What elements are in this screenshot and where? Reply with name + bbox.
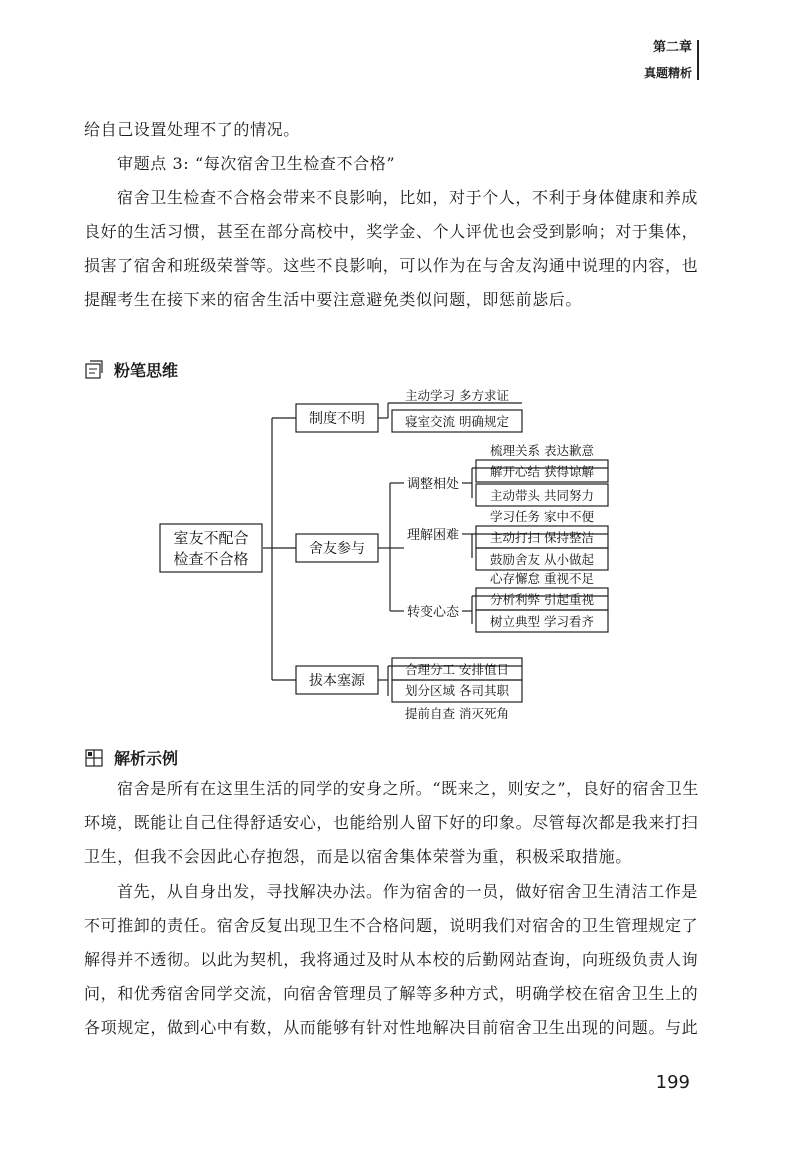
text-line: 给自己设置处理不了的情况。	[84, 120, 300, 139]
leaf-node: 树立典型 学习看齐	[490, 614, 594, 629]
leaf-node: 寝室交流 明确规定	[405, 414, 509, 429]
leaf-node: 主动学习 多方求证	[405, 388, 509, 403]
leaf-node: 划分区域 各司其职	[405, 683, 509, 698]
leaf-node: 主动带头 共同努力	[490, 488, 594, 503]
chapter-label: 第二章	[652, 40, 692, 55]
section-heading-mindmap	[84, 358, 178, 381]
grid-icon	[84, 748, 104, 768]
leaf-node: 分析利弊 引起重视	[490, 592, 594, 607]
paragraph: 宿舍是所有在这里生活的同学的安身之所。“既来之，则安之”，良好的宿舍卫生环境，既能让自己住得舒适安心，也能给别人留下好的印象。尽管每次都是我来打扫卫生，但我不会因此心存抱怨，而是以宿舍集体荣誉为重，积极采取措施。	[84, 779, 699, 866]
section-title: 粉笔思维	[114, 361, 179, 380]
chapter-subtitle: 真题精析	[643, 66, 692, 80]
sub-node: 调整相处	[406, 477, 460, 492]
sub-node: 转变心态	[406, 605, 460, 620]
leaf-node: 心存懈怠 重视不足	[490, 571, 594, 586]
leaf-node: 解开心结 获得谅解	[490, 464, 594, 479]
point-title: 审题点 3: “每次宿舍卫生检查不合格”	[117, 154, 396, 173]
sub-node: 理解困难	[406, 528, 460, 543]
leaf-node: 合理分工 安排值日	[405, 662, 509, 677]
section-title: 解析示例	[114, 749, 179, 768]
branch-node: 舍友参与	[309, 541, 365, 557]
leaf-node: 提前自查 消灭死角	[405, 706, 509, 720]
branch-node: 制度不明	[309, 411, 365, 427]
section-heading-analysis	[84, 746, 178, 769]
leaf-node: 主动打扫 保持整洁	[490, 530, 594, 545]
paragraph: 首先，从自身出发，寻找解决办法。作为宿舍的一员，做好宿舍卫生清洁工作是不可推卸的责任。宿舍反复出现卫生不合格问题，说明我们对宿舍的卫生管理规定了解得并不透彻。以此为契机，我将通过及时从本校的后勤网站查询，向班级负责人询问，和优秀宿舍同学交流，向宿舍管理员了解等多种方式，明确学校在宿舍卫生上的各项规定，做到心中有数，从而能够有针对性地解决目前宿舍卫生出现的问题。与此	[84, 882, 699, 1037]
leaf-node: 梳理关系 表达歉意	[490, 443, 594, 458]
root-node-line1: 室友不配合	[173, 529, 249, 547]
mindmap-icon	[84, 360, 104, 380]
leaf-node: 鼓励舍友 从小做起	[490, 552, 594, 567]
mind-map	[0, 380, 800, 720]
running-header	[644, 38, 692, 82]
paragraph: 宿舍卫生检查不合格会带来不良影响，比如，对于个人，不利于身体健康和养成良好的生活习惯，甚至在部分高校中，奖学金、个人评优也会受到影响；对于集体，损害了宿舍和班级荣誉等。这些不良影响，可以作为在与舍友沟通中说理的内容，也提醒考生在接下来的宿舍生活中要注意避免类似问题，即惩前毖后。	[84, 188, 699, 309]
header-divider	[697, 40, 699, 80]
leaf-node: 学习任务 家中不便	[490, 509, 594, 524]
branch-node: 拔本塞源	[309, 673, 365, 689]
root-node-line2: 检查不合格	[173, 550, 249, 568]
page-number: 199	[655, 1072, 690, 1093]
